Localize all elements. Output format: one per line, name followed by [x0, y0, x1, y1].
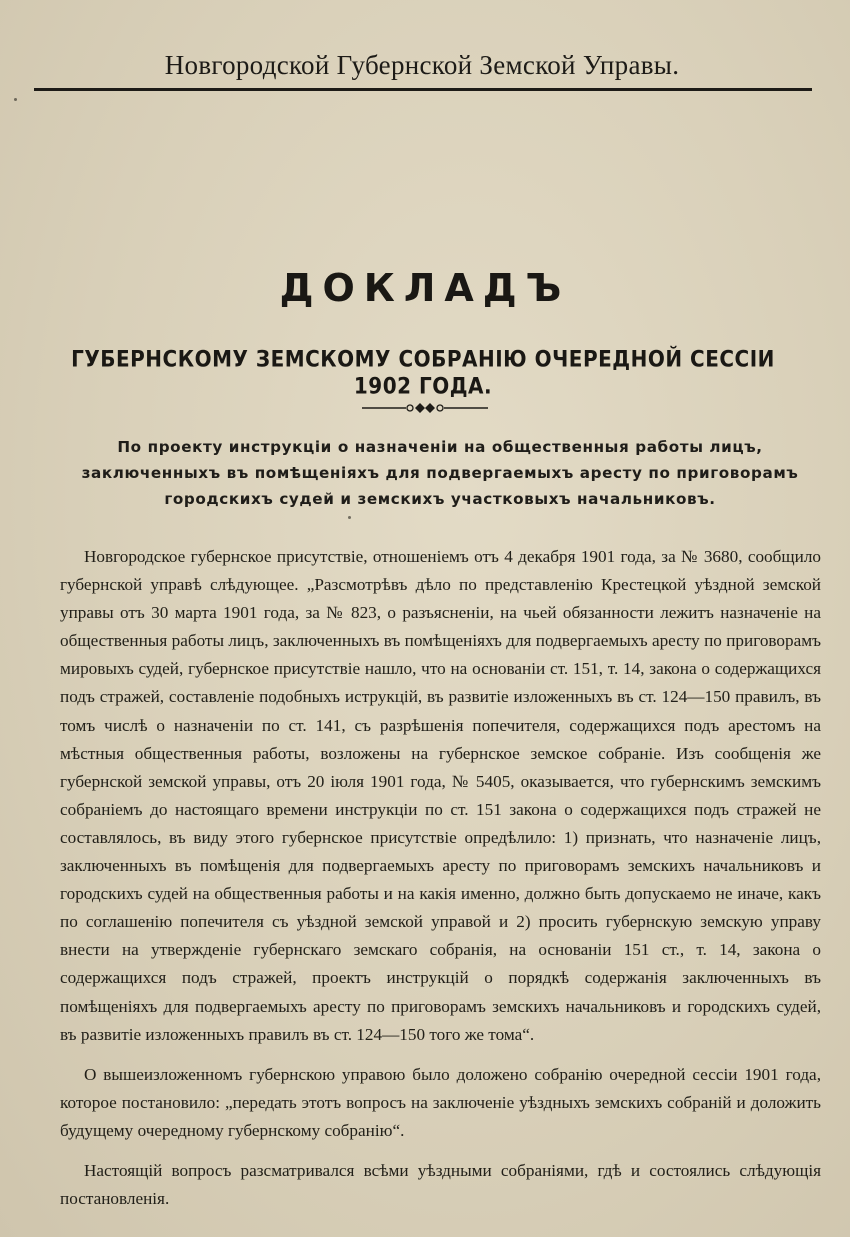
document-title: ДОКЛАДЪ — [279, 266, 571, 310]
ornament-divider-icon — [360, 398, 490, 418]
body-text — [60, 543, 821, 1213]
report-topic: По проекту инструкціи о назначеніи на общественныя работы лицъ, заключенныхъ въ помѣщеніяхъ для подвергаемыхъ аресту по приговорамъ городскихъ судей и земскихъ участковыхъ начальниковъ. — [81, 438, 799, 508]
header-rule — [34, 88, 812, 91]
paper-speck — [348, 516, 351, 519]
document-subtitle: ГУБЕРНСКОМУ ЗЕМСКОМУ СОБРАНІЮ ОЧЕРЕДНОЙ СЕССІИ 1902 ГОДА. — [71, 345, 775, 399]
paper-speck — [14, 98, 17, 101]
body-paragraph-3: Настоящій вопросъ разсматривался всѣми уѣздными собраніями, гдѣ и состоялись слѣдующія постановленія. — [60, 1160, 821, 1209]
body-paragraph-1: Новгородское губернское присутствіе, отношеніемъ отъ 4 декабря 1901 года, за № 3680, сообщило губернской управѣ слѣдующее. „Разсмотрѣвъ дѣло по представленію Крестецкой уѣздной земской управы отъ 30 марта 1901 года, за № 823, о разъясненіи, на чьей обязанности лежитъ назначеніе на общественныя работы лицъ, заключенныхъ въ помѣщеніяхъ для подвергаемыхъ аресту по приговорамъ мировыхъ судей, губернское присутствіе нашло, что на основаніи ст. 151, т. 14, закона о содержащихся подъ стражей, составленіе подобныхъ иструкцій, въ развитіе изложенныхъ въ ст. 124—150 правилъ, въ томъ числѣ о назначеніи по ст. 141, съ разрѣшенія попечителя, содержащихся подъ арестомъ на мѣстныя общественныя работы, возложены на губернское земское собраніе. Изъ сообщенія же губернской земской управы, отъ 20 іюля 1901 года, № 5405, оказывается, что губернскимъ земскимъ собраніемъ до настоящаго времени инструкціи по ст. 151 закона о содержащихся подъ стражей не составлялось, въ виду этого губернское присутствіе опредѣлило: 1) признать, что назначеніе лицъ, заключенныхъ въ помѣщенія для подвергаемыхъ аресту по приговорамъ земскихъ начальниковъ и городскихъ судей на общественныя работы и на какія именно, должно быть допускаемо не иначе, какъ по соглашенію попечителя съ уѣздной земской управой и 2) просить губернскую земскую управу внести на утвержденіе губернскаго земскаго собранія, на основаніи 151 ст., т. 14, закона о содержащихся подъ стражей, проектъ инструкцій о порядкѣ содержанія заключенныхъ въ помѣщеніяхъ для подвергаемыхъ аресту по приговорамъ земскихъ начальниковъ и городскихъ судей, въ развитіе изложенныхъ правилъ въ ст. 124—150 того же тома“. — [60, 547, 821, 1044]
running-header: Новгородской Губернской Земской Управы. — [164, 50, 680, 80]
body-paragraph-2: О вышеизложенномъ губернскою управою было доложено собранію очередной сессіи 1901 года, которое постановило: „передать этотъ вопросъ на заключеніе уѣздныхъ земскихъ собраній и доложить будущему очередному губернскому собранію“. — [60, 1064, 821, 1140]
